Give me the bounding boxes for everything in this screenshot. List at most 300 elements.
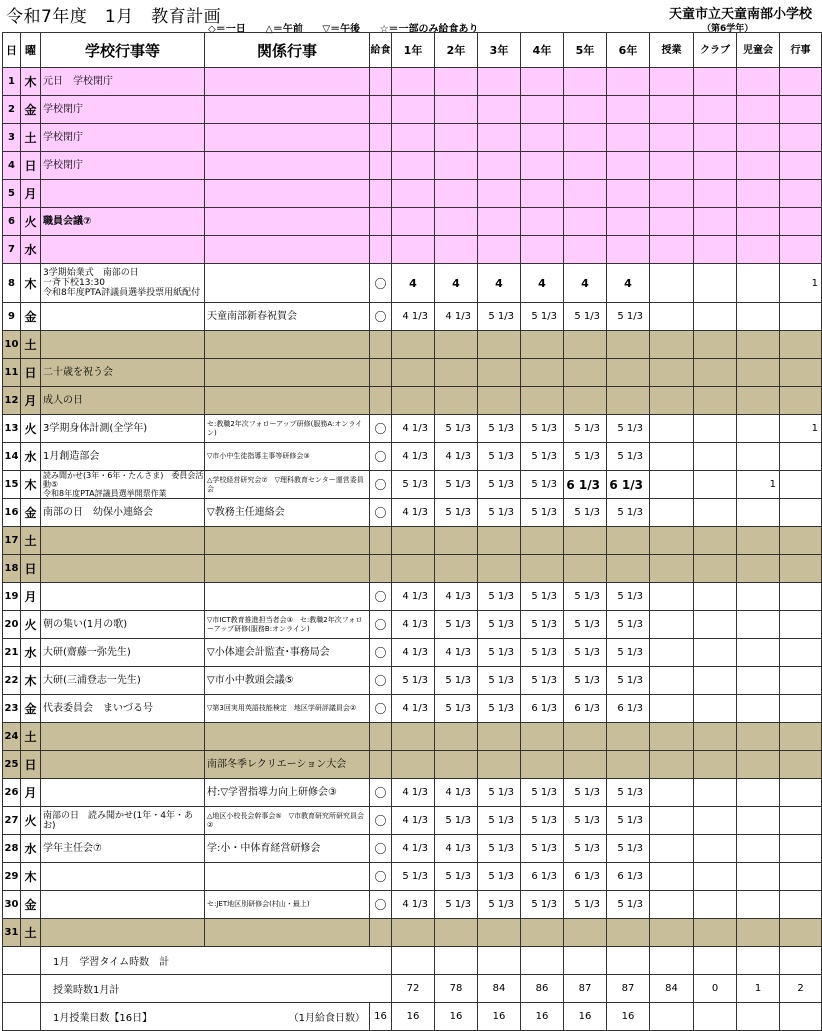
club-count: [694, 527, 737, 555]
lunch-mark: 〇: [370, 583, 392, 611]
grade-hours: [607, 555, 650, 583]
grade-hours: [521, 180, 564, 208]
grade-hours: [435, 96, 478, 124]
lunch-mark: [370, 331, 392, 359]
club-count: [694, 471, 737, 499]
grade-hours: [435, 208, 478, 236]
grade-hours: 4 1/3: [435, 639, 478, 667]
header-row: [3, 33, 822, 68]
grade-hours: 5 1/3: [478, 835, 521, 863]
day-number: 29: [3, 863, 21, 891]
school-event: [41, 555, 205, 583]
council-count: [737, 180, 780, 208]
grade-hours: [392, 96, 435, 124]
council-count: [737, 331, 780, 359]
related-event: [205, 152, 370, 180]
day-number: 17: [3, 527, 21, 555]
school-event: [41, 639, 205, 667]
day-of-week: 火: [21, 611, 41, 639]
grade-hours: 5 1/3: [607, 443, 650, 471]
school-event: [41, 835, 205, 863]
day-row: [3, 779, 822, 807]
school-event-count: [780, 807, 822, 835]
lunch-mark: [370, 527, 392, 555]
lunch-mark: 〇: [370, 499, 392, 527]
school-event-line: 南部の日 読み聞かせ(1年・4年・あお): [43, 810, 193, 831]
school-event-line: 大研(齋藤一弥先生): [43, 647, 131, 658]
school-event-count: [780, 499, 822, 527]
council-count: [737, 555, 780, 583]
header-grade: 2年: [435, 33, 478, 68]
day-of-week: 土: [21, 723, 41, 751]
grade-hours: 5 1/3: [564, 779, 607, 807]
header-day: 日: [3, 33, 21, 68]
grade-hours: [564, 236, 607, 264]
grade-hours: [607, 331, 650, 359]
day-row: [3, 891, 822, 919]
grade-hours: 4: [435, 264, 478, 303]
school-event-line: 令和8年度PTA評議員選挙開票作業: [43, 489, 167, 498]
school-event: [41, 611, 205, 639]
grade-hours: [564, 68, 607, 96]
grade-hours: 4: [521, 264, 564, 303]
club-count: [694, 208, 737, 236]
days-grade-total: 16: [435, 1003, 478, 1031]
day-number: 1: [3, 68, 21, 96]
grade-hours: [521, 723, 564, 751]
grade-hours: [435, 359, 478, 387]
school-event-count: [780, 208, 822, 236]
related-event: [205, 359, 370, 387]
school-event-line: 代表委員会 まいづる号: [43, 703, 153, 714]
grade-hours: [392, 751, 435, 779]
grade-hours: [392, 387, 435, 415]
school-event-line: 学校閉庁: [43, 104, 83, 115]
grade-hours: [478, 555, 521, 583]
school-event-count: 1: [780, 264, 822, 303]
day-row: [3, 68, 822, 96]
class-hours-count: [650, 68, 694, 96]
day-of-week: 月: [21, 387, 41, 415]
class-hours-count: [650, 359, 694, 387]
grade-hours: 5 1/3: [435, 471, 478, 499]
grade-hours: [607, 723, 650, 751]
days-grade-total: 16: [607, 1003, 650, 1031]
day-row: [3, 611, 822, 639]
day-of-week: 月: [21, 180, 41, 208]
council-count: [737, 152, 780, 180]
related-event: [205, 68, 370, 96]
grade-hours: 4 1/3: [392, 835, 435, 863]
council-total: 1: [737, 975, 780, 1003]
grade-hours: [435, 124, 478, 152]
day-row: [3, 387, 822, 415]
grade-hours: [564, 723, 607, 751]
related-event: セ:JET地区別研修会(村山・最上): [205, 891, 370, 919]
grade-hours: 5 1/3: [435, 499, 478, 527]
school-event-count: [780, 124, 822, 152]
school-event: [41, 723, 205, 751]
related-event: ▽市ICT教育推進担当者会③ セ:教職2年次フォローアップ研修(服務B:オンライン): [205, 611, 370, 639]
council-count: [737, 443, 780, 471]
related-event: △学校経営研究会⑦ ▽理科教育センター運営委員会: [205, 471, 370, 499]
grade-hours: 6 1/3: [607, 863, 650, 891]
lunch-mark: [370, 180, 392, 208]
school-event-count: [780, 723, 822, 751]
school-event: [41, 499, 205, 527]
club-count: [694, 236, 737, 264]
related-event: [205, 863, 370, 891]
days-label: 1月授業日数【16日】: [53, 1013, 153, 1024]
day-row: [3, 124, 822, 152]
grade-hours: 5 1/3: [607, 415, 650, 443]
school-event-line: 元日 学校閉庁: [43, 76, 113, 87]
grade-hours: [521, 236, 564, 264]
summary-cell: [650, 1003, 694, 1031]
day-number: 25: [3, 751, 21, 779]
club-count: [694, 387, 737, 415]
class-hours-count: [650, 751, 694, 779]
school-event-line: 読み聞かせ(3年・6年・たんさま) 委員会活動⑤: [43, 471, 204, 489]
day-number: 23: [3, 695, 21, 723]
summary-blank: [3, 975, 41, 1003]
school-event-count: [780, 835, 822, 863]
council-count: [737, 387, 780, 415]
grade-hours: 4 1/3: [435, 303, 478, 331]
lunch-mark: [370, 208, 392, 236]
class-hours-count: [650, 96, 694, 124]
club-count: [694, 96, 737, 124]
lunch-mark: 〇: [370, 779, 392, 807]
class-hours-grade-total: 87: [607, 975, 650, 1003]
day-number: 20: [3, 611, 21, 639]
club-count: [694, 124, 737, 152]
header-grade: 3年: [478, 33, 521, 68]
lunch-mark: 〇: [370, 443, 392, 471]
schedule-table: [2, 32, 822, 1031]
school-event: [41, 96, 205, 124]
council-count: [737, 863, 780, 891]
council-count: [737, 891, 780, 919]
grade-hours: 4 1/3: [435, 443, 478, 471]
club-count: [694, 863, 737, 891]
lunch-mark: [370, 68, 392, 96]
grade-hours: 5 1/3: [607, 835, 650, 863]
club-count: [694, 695, 737, 723]
day-of-week: 木: [21, 471, 41, 499]
class-hours-count: [650, 891, 694, 919]
grade-hours: [435, 555, 478, 583]
grade-hours: 5 1/3: [607, 891, 650, 919]
school-event: [41, 152, 205, 180]
day-of-week: 火: [21, 208, 41, 236]
day-row: [3, 303, 822, 331]
day-of-week: 木: [21, 264, 41, 303]
grade-hours: 5 1/3: [521, 583, 564, 611]
grade-hours: 5 1/3: [521, 611, 564, 639]
day-row: [3, 471, 822, 499]
day-of-week: 木: [21, 68, 41, 96]
grade-hours: 4: [392, 264, 435, 303]
club-count: [694, 835, 737, 863]
lunch-mark: 〇: [370, 891, 392, 919]
class-hours-count: [650, 180, 694, 208]
day-of-week: 日: [21, 359, 41, 387]
club-count: [694, 779, 737, 807]
day-of-week: 火: [21, 807, 41, 835]
grade-hours: 4 1/3: [435, 835, 478, 863]
school-event: [41, 891, 205, 919]
council-count: [737, 611, 780, 639]
club-count: [694, 359, 737, 387]
grade-hours: [564, 527, 607, 555]
school-event: [41, 471, 205, 499]
class-hours-count: [650, 331, 694, 359]
day-number: 16: [3, 499, 21, 527]
grade-hours: [521, 359, 564, 387]
club-count: [694, 639, 737, 667]
class-hours-count: [650, 303, 694, 331]
grade-hours: 4 1/3: [392, 695, 435, 723]
grade-hours: [392, 359, 435, 387]
grade-hours: [564, 331, 607, 359]
day-number: 3: [3, 124, 21, 152]
grade-hours: 6 1/3: [564, 863, 607, 891]
header-dow: 曜: [21, 33, 41, 68]
grade-hours: 4 1/3: [435, 583, 478, 611]
school-event-count: [780, 303, 822, 331]
lunch-mark: 〇: [370, 415, 392, 443]
grade-hours: [435, 236, 478, 264]
grade-hours: [564, 124, 607, 152]
grade-hours: 4 1/3: [435, 779, 478, 807]
related-event: [205, 96, 370, 124]
header-grade: 5年: [564, 33, 607, 68]
grade-hours: [607, 919, 650, 947]
grade-hours: 5 1/3: [564, 499, 607, 527]
school-event-count: 1: [780, 415, 822, 443]
grade-hours: 4: [478, 264, 521, 303]
grade-hours: [521, 124, 564, 152]
grade-hours: 5 1/3: [435, 863, 478, 891]
day-of-week: 金: [21, 96, 41, 124]
grade-hours: 5 1/3: [607, 639, 650, 667]
summary-blank: [3, 947, 41, 975]
day-row: [3, 835, 822, 863]
lunch-mark: 〇: [370, 471, 392, 499]
lunch-days-value: 16: [370, 1003, 392, 1031]
header-grade: 6年: [607, 33, 650, 68]
lunch-mark: 〇: [370, 639, 392, 667]
class-hours-count: [650, 583, 694, 611]
class-hours-count: [650, 863, 694, 891]
day-row: [3, 751, 822, 779]
lunch-days-label: （1月給食日数）: [288, 1013, 365, 1024]
lunch-mark: [370, 555, 392, 583]
council-count: 1: [737, 471, 780, 499]
club-count: [694, 751, 737, 779]
school-event: [41, 331, 205, 359]
school-event: [41, 751, 205, 779]
grade-hours: 6 1/3: [607, 471, 650, 499]
school-event-count: [780, 555, 822, 583]
day-of-week: 月: [21, 779, 41, 807]
grade-hours: [607, 387, 650, 415]
grade-hours: 4 1/3: [392, 807, 435, 835]
related-event: 村:▽学習指導力向上研修会③: [205, 779, 370, 807]
related-event: ▽市小中生徒指導主事等研修会③: [205, 443, 370, 471]
grade-hours: 5 1/3: [478, 443, 521, 471]
grade-hours: [478, 180, 521, 208]
day-of-week: 水: [21, 835, 41, 863]
grade-hours: [392, 236, 435, 264]
class-hours-count: [650, 499, 694, 527]
grade-hours: [435, 527, 478, 555]
grade-hours: 5 1/3: [521, 667, 564, 695]
related-event: [205, 919, 370, 947]
grade-hours: [478, 124, 521, 152]
school-event: [41, 303, 205, 331]
related-event: セ:教職2年次フォローアップ研修(服務A:オンライン): [205, 415, 370, 443]
day-number: 8: [3, 264, 21, 303]
grade-hours: 4 1/3: [392, 891, 435, 919]
grade-hours: [392, 331, 435, 359]
class-hours-grade-total: 84: [478, 975, 521, 1003]
grade-hours: 5 1/3: [521, 443, 564, 471]
club-count: [694, 583, 737, 611]
day-of-week: 水: [21, 443, 41, 471]
school-event: [41, 583, 205, 611]
summary-cell: [521, 947, 564, 975]
school-event: [41, 124, 205, 152]
grade-hours: 5 1/3: [478, 415, 521, 443]
school-event: [41, 807, 205, 835]
grade-hours: [564, 208, 607, 236]
grade-hours: 5 1/3: [478, 583, 521, 611]
grade-hours: [521, 96, 564, 124]
day-number: 31: [3, 919, 21, 947]
council-count: [737, 124, 780, 152]
club-count: [694, 667, 737, 695]
class-hours-count: [650, 835, 694, 863]
grade-hours: [607, 96, 650, 124]
related-event: [205, 583, 370, 611]
days-grade-total: 16: [478, 1003, 521, 1031]
council-count: [737, 723, 780, 751]
day-row: [3, 152, 822, 180]
school-event-count: [780, 387, 822, 415]
lunch-mark: [370, 96, 392, 124]
class-hours-count: [650, 208, 694, 236]
header-club: クラブ: [694, 33, 737, 68]
club-count: [694, 264, 737, 303]
school-event-line: 大研(三浦登志一先生): [43, 675, 141, 686]
grade-hours: 6 1/3: [607, 695, 650, 723]
grade-hours: 5 1/3: [564, 891, 607, 919]
council-count: [737, 359, 780, 387]
grade-hours: [392, 152, 435, 180]
school-event: [41, 779, 205, 807]
lunch-mark: 〇: [370, 695, 392, 723]
school-event-line: 学年主任会⑦: [43, 843, 102, 854]
grade-hours: 5 1/3: [521, 303, 564, 331]
school-event-count: [780, 152, 822, 180]
grade-hours: [478, 919, 521, 947]
grade-hours: [521, 751, 564, 779]
grade-hours: 5 1/3: [607, 611, 650, 639]
grade-hours: [564, 387, 607, 415]
day-of-week: 土: [21, 124, 41, 152]
grade-hours: 5 1/3: [564, 667, 607, 695]
grade-hours: [392, 124, 435, 152]
day-number: 15: [3, 471, 21, 499]
grade-hours: [607, 152, 650, 180]
grade-hours: [564, 919, 607, 947]
grade-hours: [564, 180, 607, 208]
lunch-mark: [370, 152, 392, 180]
grade-hours: 5 1/3: [435, 415, 478, 443]
summary-cell: [694, 1003, 737, 1031]
grade-hours: 5 1/3: [478, 863, 521, 891]
grade-hours: 5 1/3: [435, 611, 478, 639]
lunch-mark: 〇: [370, 303, 392, 331]
grade-hours: 5 1/3: [478, 667, 521, 695]
grade-hours: 5 1/3: [521, 891, 564, 919]
class-hours-count: [650, 919, 694, 947]
class-hours-count: [650, 807, 694, 835]
grade-hours: 5 1/3: [478, 499, 521, 527]
council-count: [737, 264, 780, 303]
club-count: [694, 331, 737, 359]
legend-item: ▽＝午後: [322, 24, 361, 35]
summary-cell: [564, 947, 607, 975]
day-of-week: 木: [21, 667, 41, 695]
council-count: [737, 415, 780, 443]
day-row: [3, 499, 822, 527]
school-event: [41, 919, 205, 947]
lunch-mark: 〇: [370, 264, 392, 303]
day-row: [3, 639, 822, 667]
school-event-count: [780, 180, 822, 208]
grade-hours: [435, 919, 478, 947]
day-row: [3, 527, 822, 555]
grade-hours: 5 1/3: [521, 835, 564, 863]
grade-hours: [607, 527, 650, 555]
day-number: 9: [3, 303, 21, 331]
grade-hours: 5 1/3: [392, 667, 435, 695]
school-event-line: 令和8年度PTA評議員選挙投票用紙配付: [43, 288, 201, 298]
grade-hours: [435, 331, 478, 359]
day-number: 12: [3, 387, 21, 415]
legend-item: ◇＝一日: [208, 24, 246, 35]
grade-hours: 5 1/3: [521, 807, 564, 835]
days-label-cell: [41, 1003, 370, 1031]
class-hours-count: [650, 695, 694, 723]
school-event-line: 南部の日 幼保小連絡会: [43, 507, 153, 518]
grade-hours: [392, 723, 435, 751]
school-event: [41, 68, 205, 96]
grade-hours: 5 1/3: [478, 695, 521, 723]
legend-item: △＝午前: [265, 24, 303, 35]
day-number: 11: [3, 359, 21, 387]
days-grade-total: 16: [564, 1003, 607, 1031]
header-grade: 1年: [392, 33, 435, 68]
header-school-event: 行事: [780, 33, 822, 68]
grade-hours: 5 1/3: [478, 807, 521, 835]
class-hours-count: [650, 387, 694, 415]
school-event: [41, 527, 205, 555]
days-grade-total: 16: [521, 1003, 564, 1031]
